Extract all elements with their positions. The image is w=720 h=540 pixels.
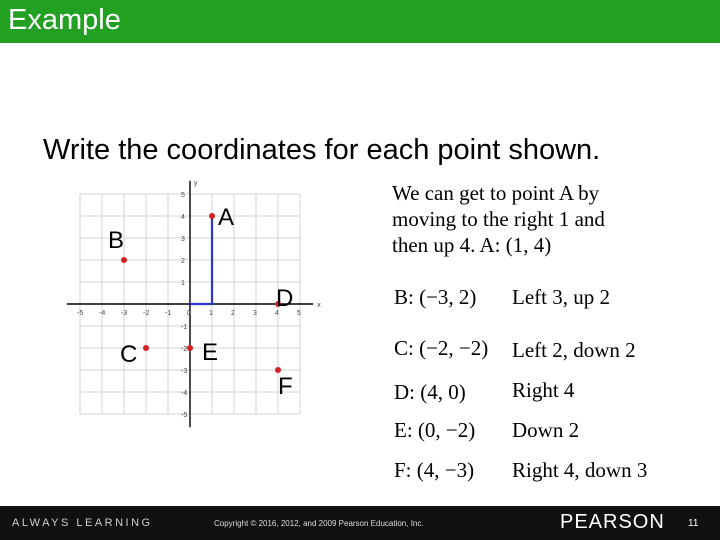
x-tick-label: -3 [121, 310, 128, 317]
page-number: 11 [688, 518, 699, 529]
y-tick-label: 4 [181, 214, 185, 221]
x-tick-label: -1 [165, 310, 172, 317]
footer-tagline: ALWAYS LEARNING [12, 517, 153, 529]
x-axis-label: x [317, 302, 321, 309]
answer-f-description: Right 4, down 3 [512, 458, 648, 482]
x-tick-label: 5 [297, 310, 301, 317]
y-tick-label: 3 [181, 236, 185, 243]
footer-bar [0, 506, 720, 540]
x-tick-label: 2 [231, 310, 235, 317]
x-tick-label: 4 [275, 310, 279, 317]
pearson-logo: PEARSON [560, 511, 665, 533]
point-label-f: F [278, 373, 293, 400]
explanation-line-1: We can get to point A by [392, 181, 600, 205]
title-bar [0, 0, 720, 43]
point-label-a: A [218, 204, 235, 231]
plotted-points [108, 204, 293, 400]
y-tick-label: -5 [181, 412, 188, 419]
answer-d-coordinates: D: (4, 0) [394, 380, 466, 404]
answer-c-description: Left 2, down 2 [512, 338, 636, 362]
explanation-text [392, 180, 652, 258]
answer-b-description: Left 3, up 2 [512, 285, 610, 309]
x-tick-label: -4 [99, 310, 106, 317]
copyright-text: Copyright © 2016, 2012, and 2009 Pearson Education, Inc. [214, 519, 424, 528]
explanation-line-3: then up 4. A: (1, 4) [392, 233, 552, 257]
point-label-e: E [202, 339, 219, 366]
answer-c-coordinates: C: (−2, −2) [394, 336, 489, 360]
x-tick-label: 1 [209, 310, 213, 317]
question-prompt: Write the coordinates for each point shown. [43, 134, 601, 166]
x-tick-label: 0 [187, 310, 191, 317]
point-c [143, 345, 149, 351]
point-e [187, 345, 193, 351]
answer-e-description: Down 2 [512, 418, 580, 442]
answer-e-coordinates: E: (0, −2) [394, 418, 476, 442]
answer-d-description: Right 4 [512, 378, 575, 402]
y-tick-label: -4 [181, 390, 188, 397]
y-tick-label: 5 [181, 192, 185, 199]
point-b [121, 257, 127, 263]
y-tick-label: -2 [181, 346, 188, 353]
explanation-line-2: moving to the right 1 and [392, 207, 605, 231]
slide-title: Example [8, 4, 121, 36]
point-label-d: D [276, 285, 294, 312]
y-tick-label: -1 [181, 324, 188, 331]
y-tick-label: 1 [181, 280, 185, 287]
point-label-b: B [108, 227, 125, 254]
answer-b-coordinates: B: (−3, 2) [394, 285, 477, 309]
x-tick-label: 3 [253, 310, 257, 317]
x-tick-label: -2 [143, 310, 150, 317]
point-label-c: C [120, 341, 138, 368]
y-axis-label: y [194, 180, 198, 187]
y-tick-label: -3 [181, 368, 188, 375]
y-tick-label: 2 [181, 258, 185, 265]
answer-f-coordinates: F: (4, −3) [394, 458, 475, 482]
x-tick-label: -5 [77, 310, 84, 317]
point-a [209, 213, 215, 219]
coordinate-plane [60, 180, 340, 430]
